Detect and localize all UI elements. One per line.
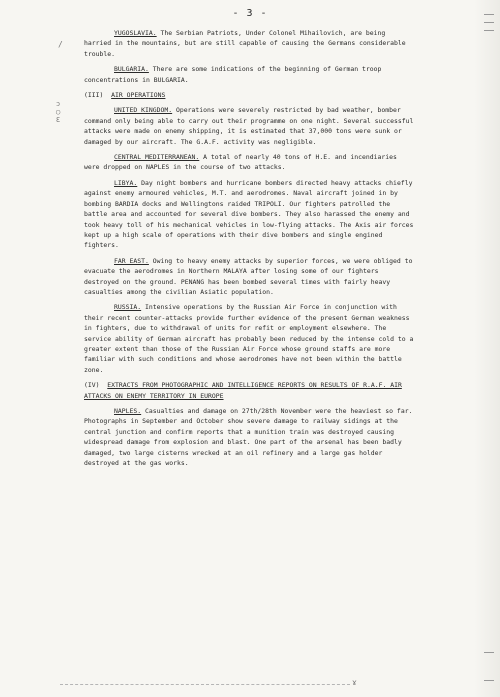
- paragraph-libya: [84, 178, 414, 251]
- section-number: (IV): [84, 381, 100, 390]
- paragraph-heading: NAPLES.: [114, 407, 142, 415]
- paragraph-russia: [84, 302, 414, 375]
- paragraph-united-kingdom: [84, 105, 414, 147]
- paragraph-text: A total of nearly 40 tons of H.E. and incendiaries were dropped on NAPLES in the course of two attacks.: [84, 153, 397, 172]
- edge-mark: [484, 30, 494, 31]
- paragraph-text: Casualties and damage on 27th/28th November were the heaviest so far. Photographs in September and October show severe damage to railway sidings at the central junction and confirm reports that a munition train was destroyed causing widespread damage from explosion and blast. One part of the arsenal has been badly damaged, two large cisterns wrecked at an oil refinery and a large gas holder destroyed at the gas works.: [84, 407, 413, 468]
- edge-mark: [484, 22, 494, 23]
- page-edge: [474, 0, 500, 697]
- paragraph-yugoslavia: [84, 28, 414, 59]
- paragraph-far-east: [84, 256, 414, 298]
- paragraph-heading: UNITED KINGDOM.: [114, 106, 173, 115]
- paragraph-heading: BULGARIA.: [114, 65, 149, 74]
- paragraph-text: Day night bombers and hurricane bombers directed heavy attacks chiefly against enemy armoured vehicles, M.T. and aerodromes. Naval aircraft joined in by bombing BARDIA docks and Wellingtons raided TRIPOLI. Our fighters patrolled the battle area and accounted for several dive bombers. They also harassed the enemy and took heavy toll of his mechanical vehicles in low-flying attacks. The Axis air forces kept up a high scale of operations with their dive bombers and single engined fighters.: [84, 178, 414, 250]
- paragraph-text: Owing to heavy enemy attacks by superior forces, we were obliged to evacuate the aerodromes in Northern MALAYA after losing some of our fighters destroyed on the ground. PENANG has been bombed several times with fairly heavy casualties among the civilian Asiatic population.: [84, 256, 413, 296]
- edge-mark: [484, 652, 494, 653]
- paragraph-heading: YUGOSLAVIA.: [114, 29, 157, 37]
- section-heading-extracts: [84, 380, 414, 401]
- page-number: - 3 -: [232, 8, 268, 19]
- section-number: (III): [84, 91, 104, 100]
- paragraph-naples: [84, 406, 414, 468]
- paragraph-heading: RUSSIA.: [114, 303, 142, 312]
- paragraph-bulgaria: [84, 64, 414, 85]
- paragraph-text: There are some indications of the beginning of German troop concentrations in BULGARIA.: [84, 65, 382, 84]
- section-title: EXTRACTS FROM PHOTOGRAPHIC AND INTELLIGENCE REPORTS ON RESULTS OF R.A.F. AIR ATTACKS ON ENEMY TERRITORY IN EUROPE: [84, 381, 402, 400]
- margin-tick-mark: ɤ: [352, 678, 357, 687]
- document-body: [84, 28, 414, 473]
- paragraph-heading: LIBYA.: [114, 178, 138, 187]
- paragraph-heading: FAR EAST.: [114, 256, 149, 265]
- edge-mark: [484, 680, 494, 681]
- section-title: AIR OPERATIONS: [111, 91, 166, 100]
- paragraph-text: Operations were severely restricted by bad weather, bomber command only being able to carry out their programme on one night. Several successful attacks were made on enemy shipping, it is estimated that 37,000 tons were sunk or damaged by our aircraft. The G.A.F. activity was negligible.: [84, 106, 414, 146]
- page-footer-line: [60, 684, 350, 685]
- paragraph-text: The Serbian Patriots, Under Colonel Mihailovich, are being harried in the mountains, but are still capable of causing the Germans considerable trouble.: [84, 29, 406, 58]
- paragraph-heading: CENTRAL MEDITERRANEAN.: [114, 153, 200, 162]
- margin-stamp-mark: ɔ ◯ Ɛ: [56, 100, 61, 124]
- section-heading-air-operations: [84, 90, 414, 100]
- margin-tick-mark: /: [58, 40, 63, 49]
- paragraph-text: Intensive operations by the Russian Air Force in conjunction with their recent counter-attacks provide further evidence of the present German weakness in fighters, due to withdrawal of units for refit or employment elsewhere. The service ability of German aircraft has probably been reduced by the intense cold to a greater extent than those of the Russian Air Force whose ground staffs are more familiar with such conditions and whose aerodromes have not been within the battle zone.: [84, 303, 414, 374]
- paragraph-central-mediterranean: [84, 152, 414, 173]
